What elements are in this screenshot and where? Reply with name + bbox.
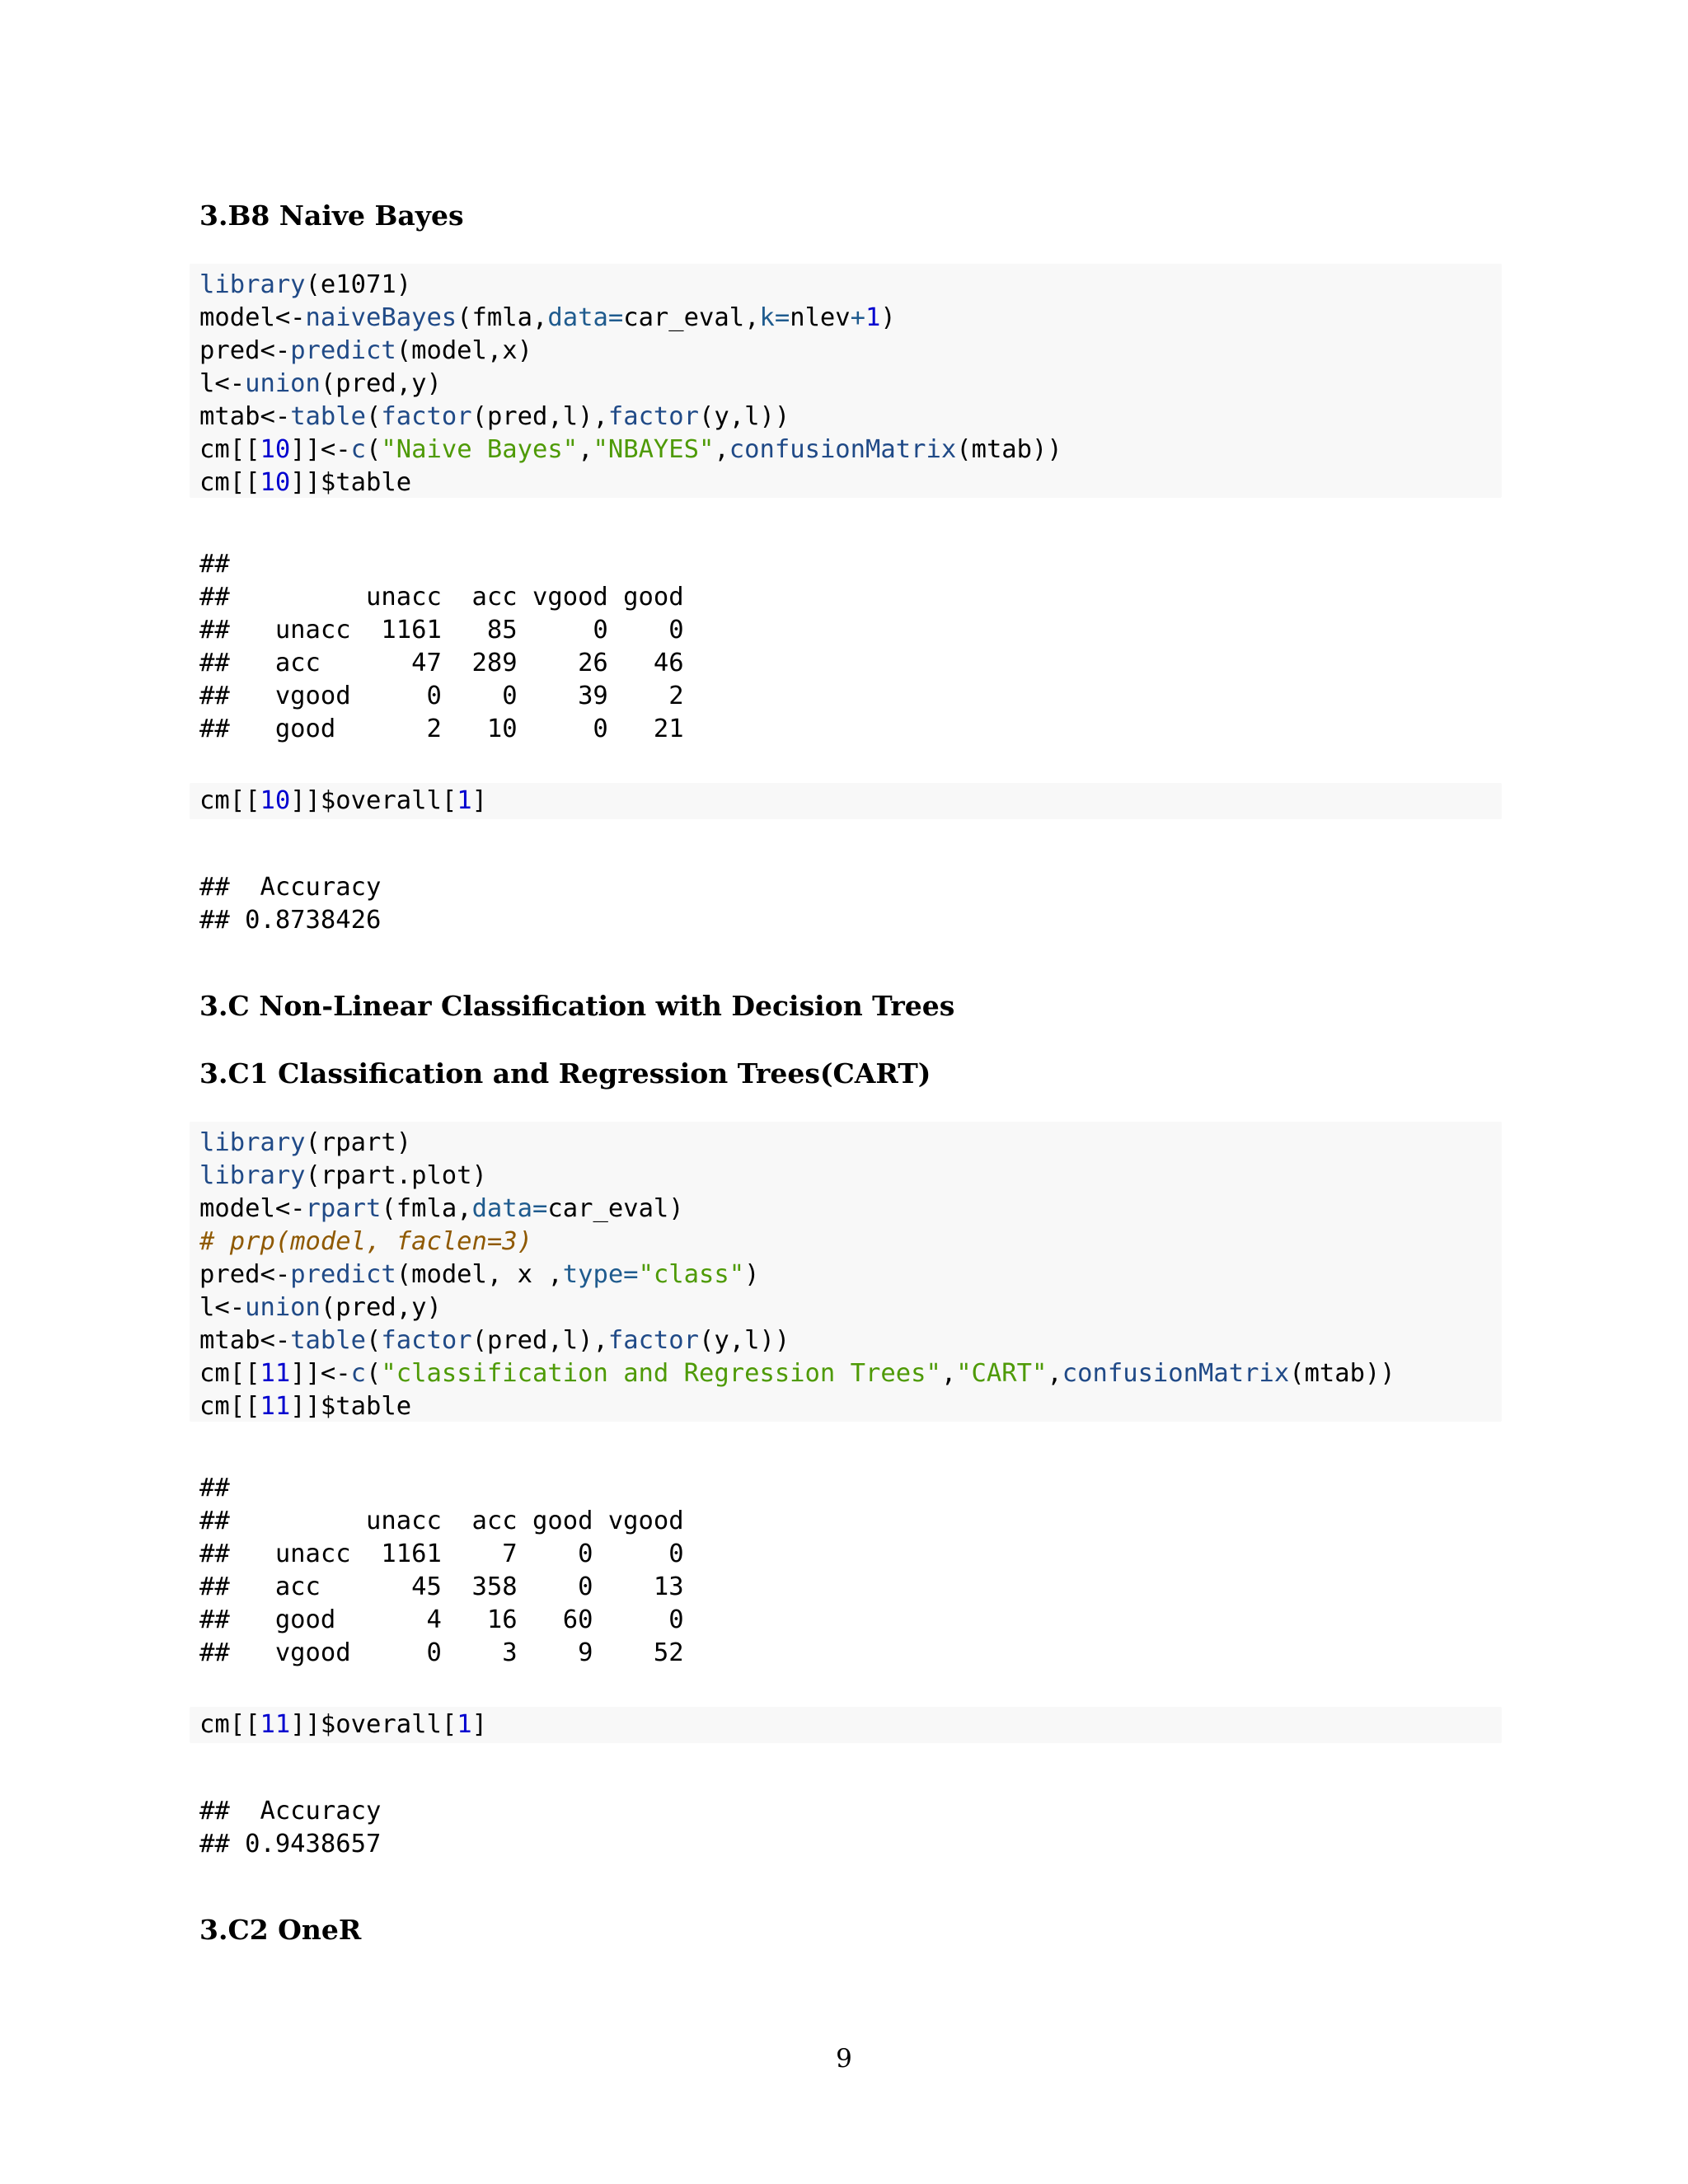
code-line: mtab<-table(factor(pred,l),factor(y,l)) (199, 1326, 790, 1355)
output-line: ## acc 45 358 0 13 (199, 1572, 684, 1601)
output-line: ## 0.8738426 (199, 906, 382, 935)
output-line: ## vgood 0 0 39 2 (199, 682, 684, 710)
output-line: ## unacc acc good vgood (199, 1507, 684, 1535)
output-line: ## vgood 0 3 9 52 (199, 1638, 684, 1667)
code-line: library(rpart) (199, 1128, 412, 1157)
code-comment: # prp(model, faclen=3) (199, 1227, 532, 1256)
code-line: cm[[11]]<-c("classification and Regression Trees","CART",confusionMatrix(mtab)) (199, 1359, 1395, 1388)
output-line: ## unacc 1161 7 0 0 (199, 1540, 684, 1568)
code-line: cm[[10]]$table (199, 468, 412, 497)
code-block-cart-accuracy (190, 1707, 1502, 1743)
output-line: ## good 4 16 60 0 (199, 1605, 684, 1634)
output-line: ## Accuracy (199, 873, 382, 902)
code-line: cm[[10]]$overall[1] (199, 786, 487, 815)
output-line: ## 0.9438657 (199, 1830, 382, 1858)
code-line: l<-union(pred,y) (199, 1293, 442, 1322)
code-line: model<-rpart(fmla,data=car_eval) (199, 1194, 684, 1223)
code-block-naive-bayes-accuracy (190, 783, 1502, 819)
code-line: cm[[11]]$overall[1] (199, 1710, 487, 1739)
output-confusion-table-naive-bayes (199, 548, 684, 746)
output-accuracy-naive-bayes (199, 871, 381, 937)
section-heading-cart: 3.C1 Classification and Regression Trees(CART) (199, 1057, 931, 1090)
output-confusion-table-cart (199, 1472, 684, 1670)
code-line: library(e1071) (199, 270, 412, 299)
section-heading-naive-bayes: 3.B8 Naive Bayes (199, 199, 464, 232)
page-number: 9 (836, 2044, 852, 2074)
output-line: ## unacc acc vgood good (199, 583, 684, 612)
code-line: l<-union(pred,y) (199, 369, 442, 398)
section-heading-oner: 3.C2 OneR (199, 1914, 362, 1946)
code-line: pred<-predict(model,x) (199, 336, 532, 365)
code-block-naive-bayes (190, 264, 1502, 498)
output-line: ## (199, 1474, 230, 1502)
output-line: ## Accuracy (199, 1797, 382, 1825)
code-line: pred<-predict(model, x ,type="class") (199, 1260, 760, 1289)
code-line: cm[[10]]<-c("Naive Bayes","NBAYES",confusionMatrix(mtab)) (199, 435, 1062, 464)
code-line: mtab<-table(factor(pred,l),factor(y,l)) (199, 402, 790, 431)
output-line: ## unacc 1161 85 0 0 (199, 616, 684, 644)
code-line: library(rpart.plot) (199, 1161, 487, 1190)
output-line: ## acc 47 289 26 46 (199, 649, 684, 677)
section-heading-decision-trees: 3.C Non-Linear Classification with Decision Trees (199, 990, 955, 1022)
code-block-cart (190, 1122, 1502, 1422)
output-accuracy-cart (199, 1795, 381, 1861)
output-line: ## good 2 10 0 21 (199, 715, 684, 743)
code-line: cm[[11]]$table (199, 1392, 412, 1421)
output-line: ## (199, 550, 230, 579)
code-line: model<-naiveBayes(fmla,data=car_eval,k=nlev+1) (199, 303, 896, 332)
